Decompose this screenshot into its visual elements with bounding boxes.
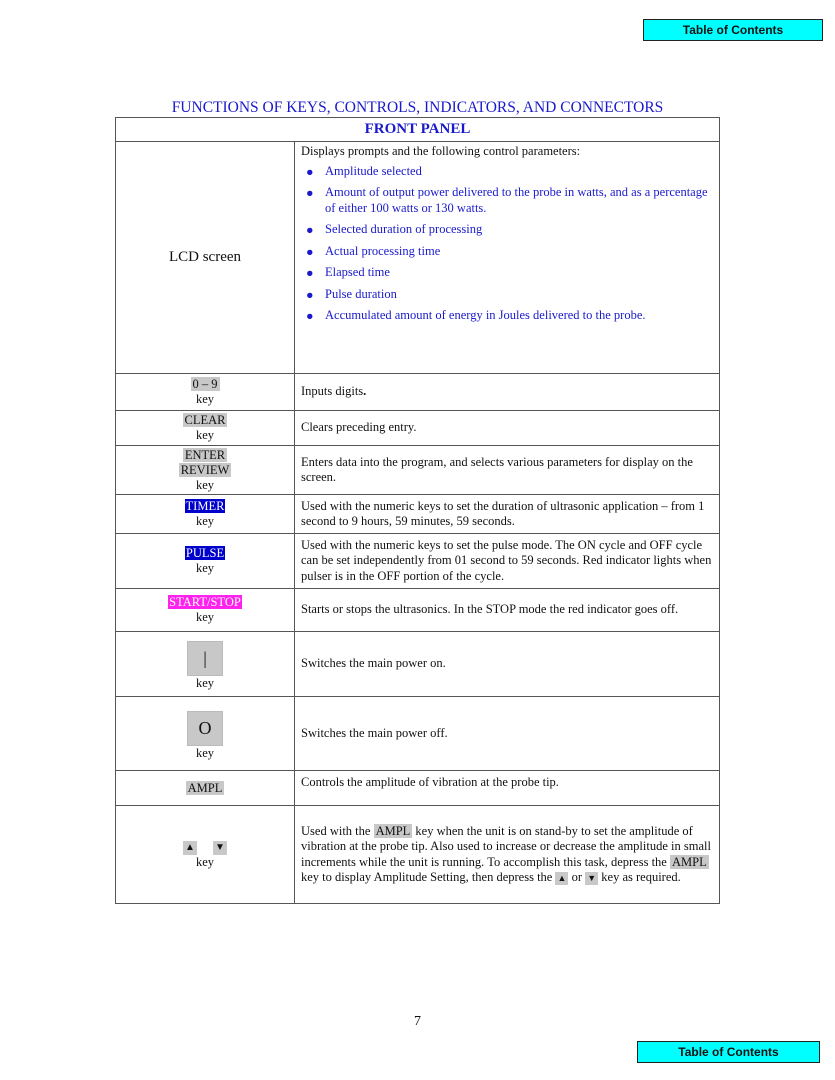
page-heading: FUNCTIONS OF KEYS, CONTROLS, INDICATORS, AND CONNECTORS (171, 99, 664, 116)
list-item: ● Pulse duration (306, 286, 397, 302)
bullet-icon: ● (306, 164, 314, 179)
clear-key-cell (116, 411, 295, 446)
bullet-icon: ● (306, 266, 314, 280)
bullet-icon: ● (306, 223, 314, 237)
pulse-key-cell (116, 534, 295, 589)
ampl-inline-label: AMPL (671, 854, 707, 869)
up-arrow-icon: ▲ (555, 872, 568, 885)
digits-key-cell (116, 374, 295, 411)
table-row-digits (116, 374, 720, 411)
list-item: ● Elapsed time (306, 265, 390, 280)
table-row-timer (116, 495, 720, 534)
bullet-icon: ● (306, 186, 314, 200)
enter-review-key-cell (116, 446, 295, 495)
page-number: 7 (414, 1014, 421, 1029)
power-off-key-cell (116, 697, 295, 771)
bullet-icon: ● (306, 309, 314, 323)
enter-review-description: Enters data into the program, and selects various parameters for display on the screen. (295, 446, 720, 495)
clear-key-label: CLEAR (184, 413, 226, 427)
ampl-key-cell (116, 771, 295, 806)
list-item: ● Amount of output power delivered to the probe in watts, and as a percentage of either 100 watts or 130 watts. (306, 185, 708, 215)
lcd-screen-label: LCD screen (116, 142, 295, 374)
key-caption: key (195, 561, 215, 575)
key-caption: key (195, 428, 215, 442)
down-arrow-icon: ▼ (585, 872, 598, 885)
key-caption: key (195, 392, 215, 406)
ampl-key-label: AMPL (187, 780, 223, 795)
table-row-start-stop (116, 589, 720, 632)
lcd-description (295, 142, 720, 374)
lcd-intro: Displays prompts and the following control parameters: (301, 144, 581, 158)
table-of-contents-button-bottom[interactable]: Table of Contents (637, 1041, 820, 1063)
pulse-description: Used with the numeric keys to set the pulse mode. The ON cycle and OFF cycle can be set independently from 01 second to 59 seconds. Red indicator lights when pulser is in the OFF portion of the cycle. (295, 534, 720, 589)
power-on-key-icon: | (187, 641, 223, 676)
front-panel-title: FRONT PANEL (116, 118, 720, 142)
table-row-power-on (116, 632, 720, 697)
key-caption: key (195, 477, 215, 492)
timer-description: Used with the numeric keys to set the duration of ultrasonic application – from 1 second to 9 hours, 59 minutes, 59 seconds. (295, 495, 720, 534)
down-arrow-icon: ▼ (213, 841, 227, 855)
key-caption: key (195, 745, 215, 760)
clear-description: Clears preceding entry. (295, 411, 720, 446)
list-item: ● Selected duration of processing (306, 222, 483, 237)
functions-table (115, 117, 720, 904)
table-row-lcd (116, 142, 720, 374)
power-off-description: Switches the main power off. (295, 697, 720, 771)
list-item: ● Amplitude selected (306, 163, 422, 179)
power-on-description: Switches the main power on. (295, 632, 720, 697)
key-caption: key (195, 676, 215, 690)
arrow-keys-description: Used with the AMPL key when the unit is on stand-by to set the amplitude of vibration at the probe tip. Also used to increase or decrease the amplitude in small increments while the unit is running. To accomplish this task, depress the AMPL key to display Amplitude Setting, then depress the ▲ or ▼ key as required. (295, 806, 720, 904)
table-row-pulse (116, 534, 720, 589)
bullet-icon: ● (306, 244, 314, 259)
key-caption: key (195, 855, 215, 869)
power-off-key-icon: O (187, 711, 223, 746)
up-arrow-icon: ▲ (183, 841, 197, 855)
review-key-label: REVIEW (180, 462, 230, 477)
key-caption: key (195, 610, 215, 624)
ampl-description: Controls the amplitude of vibration at the probe tip. (295, 771, 720, 806)
table-row-clear (116, 411, 720, 446)
list-item: ● Actual processing time (306, 243, 441, 259)
arrow-keys-cell (116, 806, 295, 904)
lcd-params-list (301, 164, 713, 324)
key-caption: key (195, 514, 215, 528)
pulse-key-label: PULSE (185, 546, 225, 560)
panel-title-row (116, 118, 720, 142)
enter-key-label: ENTER (184, 447, 226, 462)
table-row-arrows (116, 806, 720, 904)
list-item: ● Accumulated amount of energy in Joules delivered to the probe. (306, 308, 646, 323)
start-stop-key-cell (116, 589, 295, 632)
start-stop-key-label: START/STOP (169, 595, 241, 609)
bullet-icon: ● (306, 287, 314, 302)
timer-key-cell (116, 495, 295, 534)
digits-key-label: 0 – 9 (192, 377, 218, 391)
table-of-contents-button-top[interactable]: Table of Contents (643, 19, 823, 41)
table-row-power-off (116, 697, 720, 771)
power-on-key-cell (116, 632, 295, 697)
ampl-inline-label: AMPL (375, 823, 411, 838)
table-row-ampl (116, 771, 720, 806)
digits-description: Inputs digits. (295, 374, 720, 411)
table-row-enter-review (116, 446, 720, 495)
start-stop-description: Starts or stops the ultrasonics. In the STOP mode the red indicator goes off. (295, 589, 720, 632)
timer-key-label: TIMER (185, 499, 225, 513)
